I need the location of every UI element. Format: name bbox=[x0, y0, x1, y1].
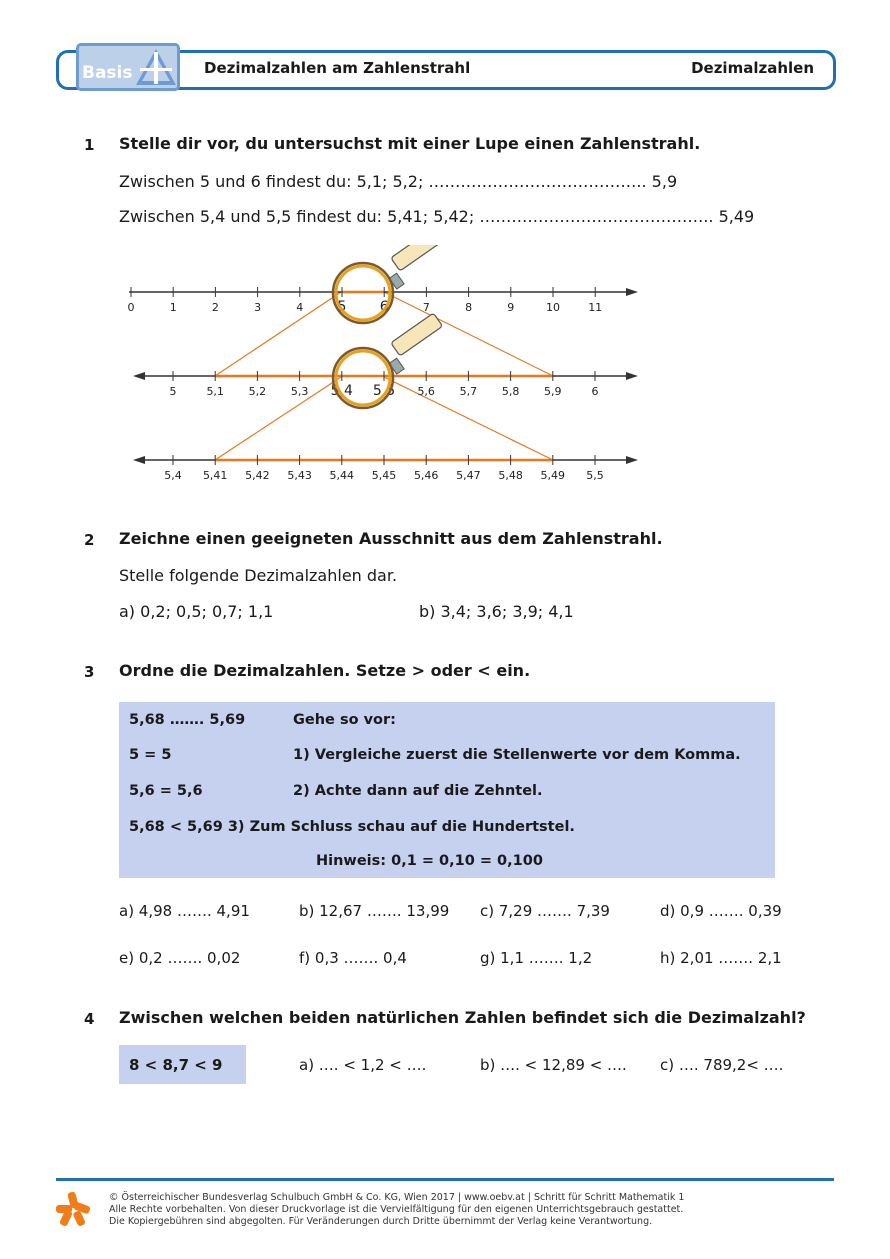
task-4-number: 4 bbox=[84, 1010, 95, 1028]
task-1-line-2: Zwischen 5,4 und 5,5 findest du: 5,41; 5,42; …………………………………….. 5,49 bbox=[119, 207, 755, 226]
hint-row-4: 5,68 < 5,69 3) Zum Schluss schau auf die Hundertstel. bbox=[129, 819, 575, 835]
hint-row-1-right: Gehe so vor: bbox=[293, 712, 396, 728]
axis3-label: 5,41 bbox=[202, 469, 228, 482]
axis1-label: 9 bbox=[507, 301, 515, 314]
axis2-label: 5,2 bbox=[248, 385, 267, 398]
example-text: 8 < 8,7 < 9 bbox=[129, 1056, 223, 1074]
hint-note: Hinweis: 0,1 = 0,10 = 0,100 bbox=[316, 853, 543, 869]
task-2-line-1: Stelle folgende Dezimalzahlen dar. bbox=[119, 566, 398, 585]
task-3-title: Ordne die Dezimalzahlen. Setze > oder < ein. bbox=[119, 661, 531, 680]
task-3-item: f) 0,3 ……. 0,4 bbox=[299, 949, 407, 967]
axis3-label: 5,48 bbox=[498, 469, 523, 482]
axis1-label: 2 bbox=[211, 301, 219, 314]
footer-line-3: Die Kopiergebühren sind abgegolten. Für Veränderungen durch Dritte übernimmt der Verlag keine Verantwortung. bbox=[109, 1216, 653, 1227]
axis1-label: 11 bbox=[588, 301, 603, 314]
task-3-item: g) 1,1 ……. 1,2 bbox=[480, 949, 593, 967]
task-4-b: b) …. < 12,89 < …. bbox=[480, 1056, 627, 1074]
publisher-logo-icon bbox=[54, 1190, 92, 1228]
axis1-label: 8 bbox=[465, 301, 473, 314]
task-3-item: d) 0,9 ……. 0,39 bbox=[660, 902, 782, 920]
hint-row-2-left: 5 = 5 bbox=[129, 747, 172, 763]
task-1-title: Stelle dir vor, du untersuchst mit einer Lupe einen Zahlenstrahl. bbox=[119, 134, 701, 153]
axis3-label: 5,43 bbox=[287, 469, 312, 482]
axis2-label: 5,4 bbox=[330, 383, 353, 399]
footer-divider bbox=[56, 1178, 834, 1181]
axis2-label: 5,8 bbox=[501, 385, 520, 398]
axis1-label: 10 bbox=[546, 301, 560, 314]
axis2-label: 5 bbox=[169, 385, 177, 398]
hint-box bbox=[119, 702, 775, 878]
axis1-label: 7 bbox=[422, 301, 430, 314]
axis2-label: 5,9 bbox=[544, 385, 562, 398]
example-box bbox=[119, 1045, 246, 1084]
task-3-item: e) 0,2 ……. 0,02 bbox=[119, 949, 241, 967]
axis3-label: 5,42 bbox=[245, 469, 270, 482]
task-2-a: a) 0,2; 0,5; 0,7; 1,1 bbox=[119, 602, 274, 621]
axis1-label: 3 bbox=[254, 301, 262, 314]
page-title: Dezimalzahlen am Zahlenstrahl bbox=[204, 59, 471, 77]
task-1-number: 1 bbox=[84, 136, 95, 154]
hint-row-3-left: 5,6 = 5,6 bbox=[129, 783, 203, 799]
axis3-label: 5,4 bbox=[164, 469, 182, 482]
footer-line-1: © Österreichischer Bundesverlag Schulbuch GmbH & Co. KG, Wien 2017 | www.oebv.at | Schritt für Schritt Mathematik 1 bbox=[109, 1192, 685, 1203]
task-4-a: a) …. < 1,2 < …. bbox=[299, 1056, 427, 1074]
task-3-item: c) 7,29 ……. 7,39 bbox=[480, 902, 610, 920]
number-line-3 bbox=[133, 455, 638, 482]
task-3-item: h) 2,01 ……. 2,1 bbox=[660, 949, 782, 967]
axis3-label: 5,49 bbox=[540, 469, 566, 482]
axis3-label: 5,5 bbox=[586, 469, 604, 482]
axis3-label: 5,47 bbox=[456, 469, 481, 482]
axis2-label: 5,5 bbox=[372, 383, 396, 399]
axis2-label: 5,6 bbox=[417, 385, 435, 398]
task-2-number: 2 bbox=[84, 531, 95, 549]
hint-row-2-right: 1) Vergleiche zuerst die Stellenwerte vor dem Komma. bbox=[293, 747, 741, 763]
task-4-title: Zwischen welchen beiden natürlichen Zahlen befindet sich die Dezimalzahl? bbox=[119, 1008, 806, 1027]
task-1-line-1: Zwischen 5 und 6 findest du: 5,1; 5,2; ………………………………….. 5,9 bbox=[119, 172, 678, 191]
axis1-label: 0 bbox=[127, 301, 135, 314]
axis3-label: 5,46 bbox=[413, 469, 439, 482]
task-2-b: b) 3,4; 3,6; 3,9; 4,1 bbox=[419, 602, 574, 621]
axis3-label: 5,45 bbox=[371, 469, 397, 482]
task-3-item: b) 12,67 ……. 13,99 bbox=[299, 902, 450, 920]
task-3-number: 3 bbox=[84, 663, 95, 681]
footer-line-2: Alle Rechte vorbehalten. Von dieser Druckvorlage ist die Vervielfältigung für den eigenen Unterrichtsgebrauch gestattet. bbox=[109, 1204, 684, 1215]
hint-row-3-right: 2) Achte dann auf die Zehntel. bbox=[293, 783, 543, 799]
axis2-label: 5,1 bbox=[206, 385, 224, 398]
page-category: Dezimalzahlen bbox=[691, 59, 814, 77]
axis3-label: 5,44 bbox=[329, 469, 355, 482]
task-4-c: c) …. 789,2< …. bbox=[660, 1056, 784, 1074]
number-line-figure bbox=[0, 245, 890, 495]
axis1-label: 6 bbox=[379, 299, 389, 315]
hint-row-1-left: 5,68 ……. 5,69 bbox=[129, 712, 246, 728]
triangle-logo-icon bbox=[134, 46, 178, 88]
task-2-title: Zeichne einen geeigneten Ausschnitt aus dem Zahlenstrahl. bbox=[119, 529, 663, 548]
badge-label: Basis bbox=[82, 63, 133, 83]
axis1-label: 4 bbox=[296, 301, 304, 314]
axis2-label: 6 bbox=[591, 385, 599, 398]
task-3-item: a) 4,98 ……. 4,91 bbox=[119, 902, 250, 920]
axis2-label: 5,7 bbox=[459, 385, 478, 398]
axis2-label: 5,3 bbox=[290, 385, 309, 398]
axis1-label: 1 bbox=[169, 301, 177, 314]
axis1-label: 5 bbox=[337, 299, 347, 315]
